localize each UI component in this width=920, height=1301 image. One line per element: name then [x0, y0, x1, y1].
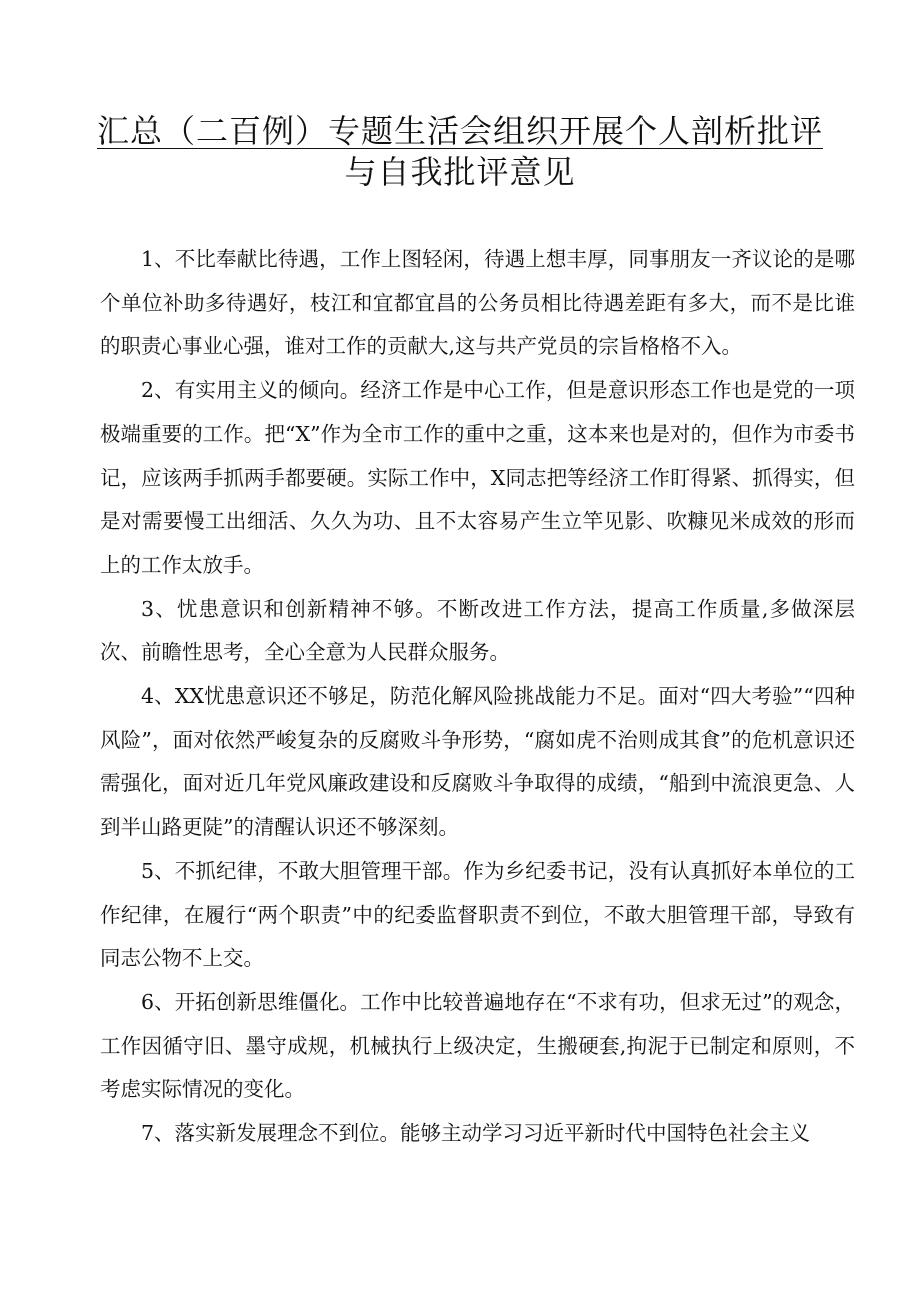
document-body: [100, 238, 855, 1156]
paragraph-4: 4、XX忧患意识还不够足，防范化解风险挑战能力不足。面对“四大考验”“四种风险”，面对依然严峻复杂的反腐败斗争形势，“腐如虎不治则成其食”的危机意识还需强化，面对近几年党风廉政建设和反腐败斗争取得的成绩，“船到中流浪更急、人到半山路更陡”的清醒认识还不够深刻。: [100, 684, 855, 840]
document-title-text-1: 汇总（二百例）专题生活会组织开展个人剖析批评: [96, 112, 823, 150]
paragraph-6: 6、开拓创新思维僵化。工作中比较普遍地存在“不求有功，但求无过”的观念，工作因循守旧、墨守成规，机械执行上级决定，生搬硬套,拘泥于已制定和原则，不考虑实际情况的变化。: [100, 989, 855, 1102]
paragraph-2: 2、有实用主义的倾向。经济工作是中心工作，但是意识形态工作也是党的一项极端重要的工作。把“X”作为全市工作的重中之重，这本来也是对的，但作为市委书记，应该两手抓两手都要硬。实际工作中，X同志把等经济工作盯得紧、抓得实，但是对需要慢工出细活、久久为功、且不太容易产生立竿见影、吹糠见米成效的形而上的工作太放手。: [100, 378, 855, 577]
document-title-line-1: [0, 111, 920, 151]
paragraph-5: 5、不抓纪律，不敢大胆管理干部。作为乡纪委书记，没有认真抓好本单位的工作纪律，在履行“两个职责”中的纪委监督职责不到位，不敢大胆管理干部，导致有同志公物不上交。: [100, 858, 855, 971]
paragraph-3: 3、忧患意识和创新精神不够。不断改进工作方法，提高工作质量,多做深层次、前瞻性思考，全心全意为人民群众服务。: [100, 596, 855, 665]
paragraph-1: 1、不比奉献比待遇，工作上图轻闲，待遇上想丰厚，同事朋友一齐议论的是哪个单位补助多待遇好，枝江和宜都宜昌的公务员相比待遇差距有多大，而不是比谁的职责心事业心强，谁对工作的贡献大,这与共产党员的宗旨格格不入。: [100, 247, 855, 359]
document-title-line-2: 与自我批评意见: [344, 153, 576, 191]
paragraph-7: 7、落实新发展理念不到位。能够主动学习习近平新时代中国特色社会主义: [141, 1121, 811, 1146]
